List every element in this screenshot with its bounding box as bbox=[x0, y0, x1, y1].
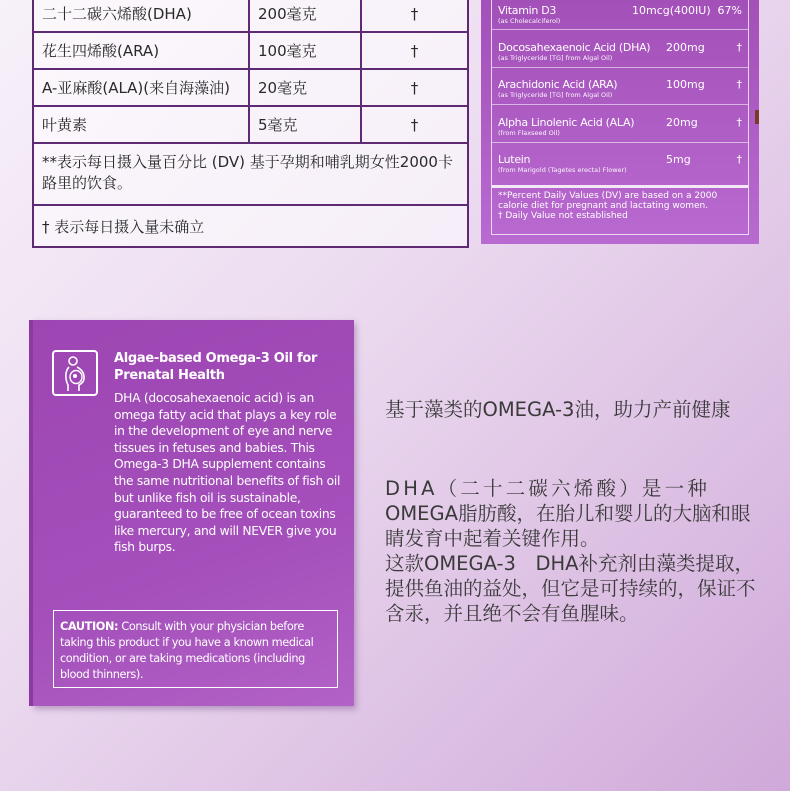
facts-divider bbox=[492, 185, 748, 188]
nutrient-amount: 200毫克 bbox=[250, 0, 362, 31]
facts-dv-note: **Percent Daily Values (DV) are based on a 2000 calorie diet for pregnant and lactating women. bbox=[498, 191, 718, 211]
description-para1-rest: OMEGA脂肪酸，在胎儿和婴儿的大脑和眼睛发育中起着关键作用。 bbox=[385, 502, 751, 550]
box-description: DHA (docosahexaenoic acid) is an omega fatty acid that plays a key role in the development of eye and nerve tissues in fetuses and babies. This Omega-3 DHA supplement contains the same nutritional benefits of fish oil but unlike fish oil is sustainable, guaranteed to be free of ocean toxins like mercury, and will NEVER give you fish burps. bbox=[114, 391, 341, 555]
nutrient-amount: 100毫克 bbox=[250, 33, 362, 68]
facts-name: Lutein bbox=[498, 153, 531, 166]
facts-dv: † bbox=[736, 41, 742, 54]
nutrient-dv: † bbox=[410, 4, 419, 23]
facts-amount: 10mcg(400IU) bbox=[632, 4, 711, 17]
box-edge bbox=[29, 320, 33, 706]
nutrient-amount: 5毫克 bbox=[250, 107, 362, 142]
supplement-facts-box bbox=[491, 0, 749, 235]
facts-amount: 200mg bbox=[666, 41, 705, 54]
facts-dv: † bbox=[736, 78, 742, 91]
facts-name: Vitamin D3 bbox=[498, 4, 557, 17]
facts-source: (as Triglyceride [TG] from Algal Oil) bbox=[498, 54, 613, 62]
facts-row bbox=[492, 150, 748, 180]
facts-dv: † bbox=[736, 116, 742, 129]
facts-source: (as Triglyceride [TG] from Algal Oil) bbox=[498, 91, 613, 99]
nutrient-dv: † bbox=[410, 78, 419, 97]
facts-dagger-note: † Daily Value not established bbox=[498, 211, 628, 221]
description-body bbox=[385, 476, 765, 626]
facts-dv: 67% bbox=[717, 4, 742, 17]
facts-amount: 5mg bbox=[666, 153, 691, 166]
facts-name: Arachidonic Acid (ARA) bbox=[498, 78, 618, 91]
facts-name: Docosahexaenoic Acid (DHA) bbox=[498, 41, 651, 54]
nutrient-name: 叶黄素 bbox=[34, 107, 250, 142]
pregnant-woman-icon bbox=[52, 350, 98, 396]
caution-label: CAUTION: bbox=[60, 620, 119, 633]
nutrient-dv: † bbox=[410, 41, 419, 60]
panel-edge bbox=[755, 110, 759, 124]
caution-text: Consult with your physician before taking this product if you have a known medical condition, or are taking medications (including blood thinners). bbox=[60, 620, 314, 681]
facts-source: (from Flaxseed Oil) bbox=[498, 129, 560, 137]
cn-nutrition-table bbox=[32, 0, 469, 248]
table-row bbox=[34, 70, 467, 107]
description-para1-lead: DHA（二十二碳六烯酸）是一种 bbox=[385, 477, 711, 500]
caution-box bbox=[53, 610, 338, 688]
facts-row bbox=[492, 113, 748, 143]
nutrient-name: 二十二碳六烯酸(DHA) bbox=[34, 0, 250, 31]
facts-row bbox=[492, 75, 748, 105]
table-row bbox=[34, 0, 467, 33]
dagger-footnote: † 表示每日摄入量未确立 bbox=[42, 217, 205, 236]
description-title: 基于藻类的OMEGA-3油，助力产前健康 bbox=[385, 398, 731, 421]
facts-amount: 20mg bbox=[666, 116, 698, 129]
facts-row bbox=[492, 38, 748, 68]
facts-source: (as Cholecalciferol) bbox=[498, 17, 561, 25]
nutrient-name: 花生四烯酸(ARA) bbox=[34, 33, 250, 68]
table-row bbox=[34, 33, 467, 70]
facts-dv: † bbox=[736, 153, 742, 166]
facts-name: Alpha Linolenic Acid (ALA) bbox=[498, 116, 635, 129]
facts-source: (from Marigold (Tagetes erecta) Flower) bbox=[498, 166, 627, 174]
nutrient-dv: † bbox=[410, 115, 419, 134]
dv-footnote: **表示每日摄入量百分比 (DV) 基于孕期和哺乳期女性2000卡路里的饮食。 bbox=[34, 144, 467, 206]
facts-amount: 100mg bbox=[666, 78, 705, 91]
facts-footnote bbox=[498, 191, 742, 221]
supplement-facts-panel bbox=[481, 0, 759, 244]
nutrient-name: A-亚麻酸(ALA)(来自海藻油) bbox=[34, 70, 250, 105]
facts-row bbox=[492, 4, 748, 30]
nutrient-amount: 20毫克 bbox=[250, 70, 362, 105]
table-row bbox=[34, 107, 467, 144]
box-title: Algae-based Omega-3 Oil for Prenatal Health bbox=[114, 351, 318, 383]
product-box-panel bbox=[32, 320, 354, 706]
description-para2: 这款OMEGA-3 DHA补充剂由藻类提取，提供鱼油的益处，但它是可持续的，保证不含汞，并且绝不会有鱼腥味。 bbox=[385, 552, 756, 625]
